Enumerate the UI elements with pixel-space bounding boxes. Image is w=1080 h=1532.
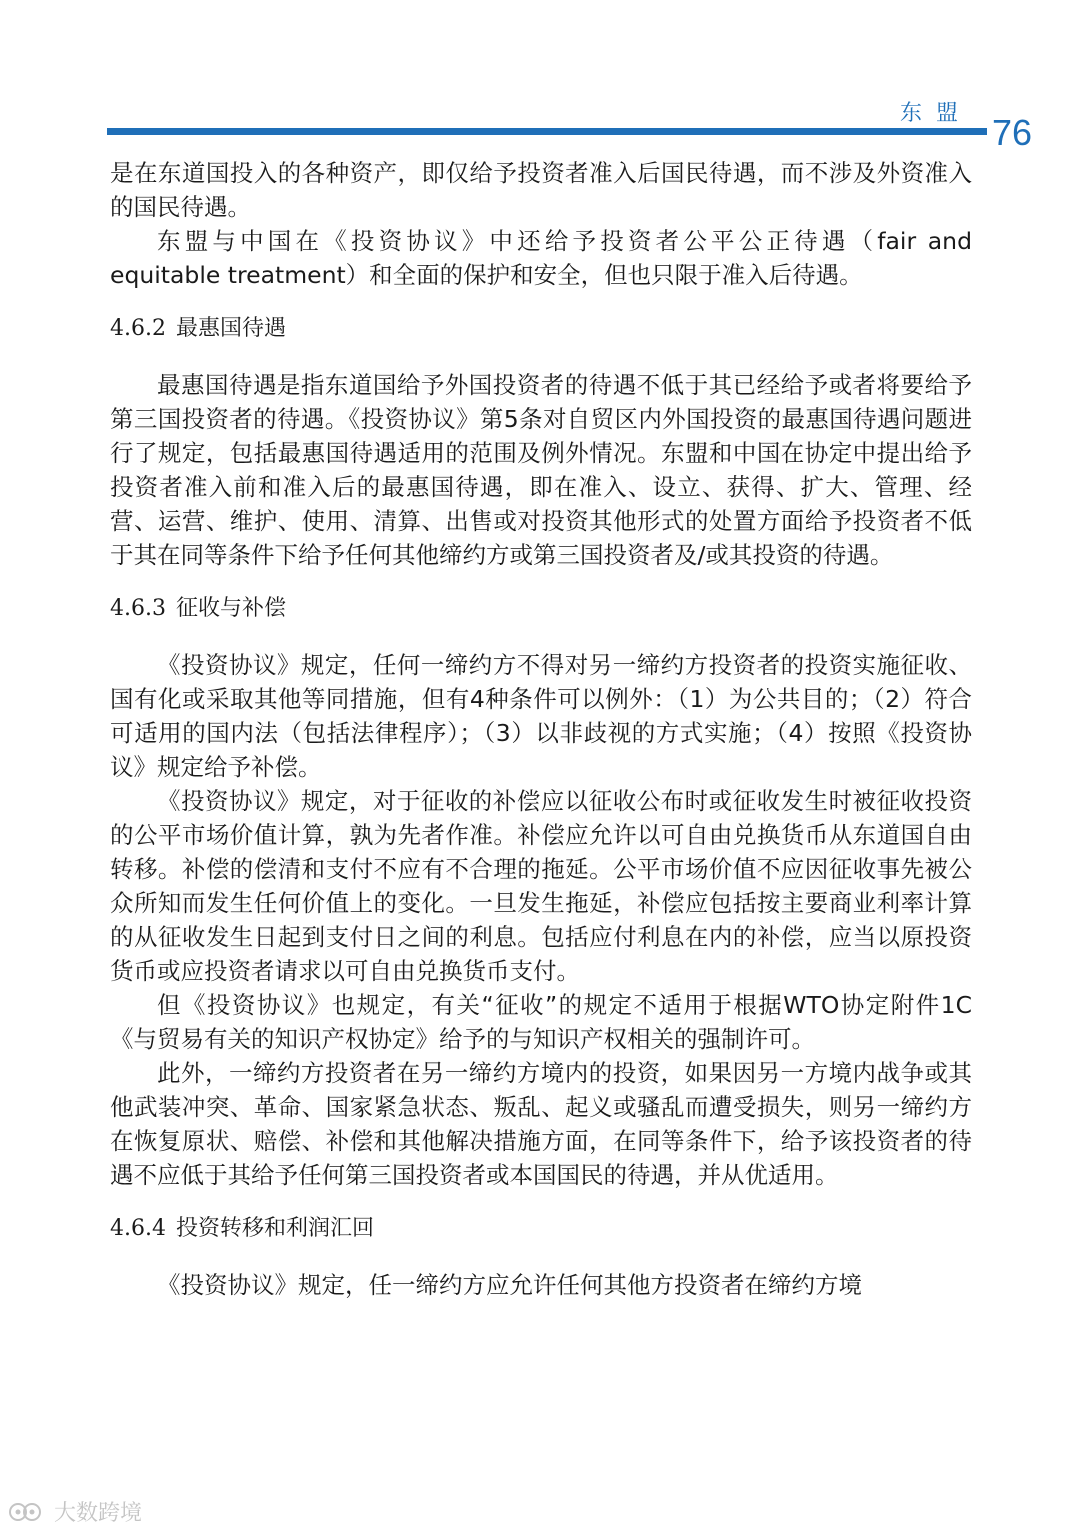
paragraph-compensation: 《投资协议》规定，对于征收的补偿应以征收公布时或征收发生时被征收投资的公平市场价值计算，孰为先者作准。补偿应允许以可自由兑换货币从东道国自由转移。补偿的偿清和支付不应有不合理的拖延。公平市场价值不应因征收事先被公众所知而发生任何价值上的变化。一旦发生拖延，补偿应包括按主要商业利率计算的从征收发生日起到支付日之间的利息。包括应付利息在内的补偿，应当以原投资货币或应投资者请求以可自由兑换货币支付。 <box>110 787 972 985</box>
section-heading-4-6-2 <box>110 312 972 346</box>
paragraph-fair-treatment: 东盟与中国在《投资协议》中还给予投资者公平公正待遇（fair and equitable treatment）和全面的保护和安全，但也只限于准入后待遇。 <box>110 227 972 289</box>
brand-logo-icon <box>8 1501 48 1523</box>
paragraph-trips-exception: 但《投资协议》也规定，有关“征收”的规定不适用于根据WTO协定附件1C《与贸易有关的知识产权协定》给予的与知识产权相关的强制许可。 <box>110 991 972 1053</box>
paragraph-mfn: 最惠国待遇是指东道国给予外国投资者的待遇不低于其已经给予或者将要给予第三国投资者的待遇。《投资协议》第5条对自贸区内外国投资的最惠国待遇问题进行了规定，包括最惠国待遇适用的范围及例外情况。东盟和中国在协定中提出给予投资者准入前和准入后的最惠国待遇，即在准入、设立、获得、扩大、管理、经营、运营、维护、使用、清算、出售或对投资其他形式的处置方面给予投资者不低于其在同等条件下给予任何其他缔约方或第三国投资者及/或其投资的待遇。 <box>110 371 972 569</box>
page-number: 76 <box>992 112 1033 153</box>
running-header-title: 东盟 <box>899 101 972 126</box>
paragraph-expropriation-conditions: 《投资协议》规定，任何一缔约方不得对另一缔约方投资者的投资实施征收、国有化或采取其他等同措施，但有4种条件可以例外：（1）为公共目的；（2）符合可适用的国内法（包括法律程序）；（3）以非歧视的方式实施；（4）按照《投资协议》规定给予补偿。 <box>110 651 972 781</box>
section-heading-4-6-4 <box>110 1212 972 1246</box>
watermark-text: 大数跨境 <box>54 1501 143 1526</box>
header-rule <box>107 128 987 135</box>
page-body <box>110 156 972 1302</box>
section-number: 4.6.2 <box>110 316 166 341</box>
section-number: 4.6.4 <box>110 1216 166 1241</box>
section-number: 4.6.3 <box>110 596 166 621</box>
section-title: 最惠国待遇 <box>175 316 286 341</box>
section-heading-4-6-3 <box>110 592 972 626</box>
section-title: 投资转移和利润汇回 <box>175 1216 374 1241</box>
paragraph-continuation: 是在东道国投入的各种资产，即仅给予投资者准入后国民待遇，而不涉及外资准入的国民待遇。 <box>110 159 972 221</box>
watermark <box>8 1496 142 1527</box>
paragraph-transfers: 《投资协议》规定，任一缔约方应允许任何其他方投资者在缔约方境 <box>157 1271 862 1299</box>
section-title: 征收与补偿 <box>175 596 286 621</box>
paragraph-war-losses: 此外，一缔约方投资者在另一缔约方境内的投资，如果因另一方境内战争或其他武装冲突、革命、国家紧急状态、叛乱、起义或骚乱而遭受损失，则另一缔约方在恢复原状、赔偿、补偿和其他解决措施方面，在同等条件下，给予该投资者的待遇不应低于其给予任何第三国投资者或本国国民的待遇，并从优适用。 <box>110 1059 972 1189</box>
